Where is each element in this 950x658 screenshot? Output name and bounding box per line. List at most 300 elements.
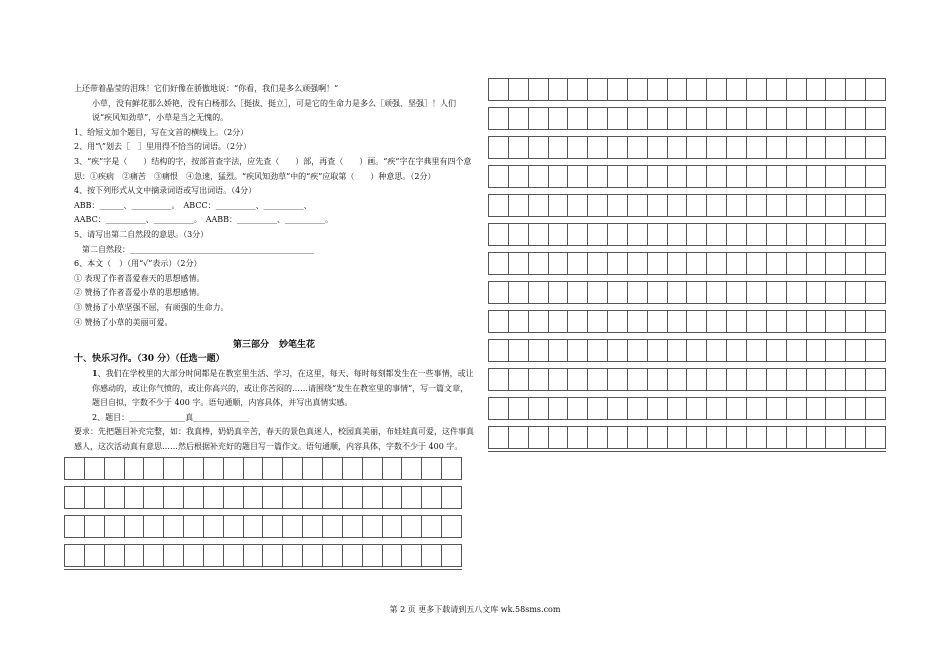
grid-cell[interactable] (587, 137, 607, 158)
grid-cell[interactable] (766, 253, 786, 274)
grid-row[interactable] (488, 281, 886, 304)
grid-cell[interactable] (627, 253, 647, 274)
grid-cell[interactable] (362, 458, 382, 479)
grid-cell[interactable] (667, 311, 687, 332)
grid-cell[interactable] (163, 545, 183, 566)
grid-cell[interactable] (667, 369, 687, 390)
grid-cell[interactable] (488, 427, 508, 448)
grid-cell[interactable] (726, 369, 746, 390)
grid-cell[interactable] (528, 195, 548, 216)
grid-cell[interactable] (806, 340, 826, 361)
grid-cell[interactable] (627, 166, 647, 187)
grid-cell[interactable] (567, 224, 587, 245)
grid-cell[interactable] (686, 195, 706, 216)
grid-cell[interactable] (508, 340, 528, 361)
grid-cell[interactable] (322, 487, 342, 508)
grid-cell[interactable] (686, 340, 706, 361)
grid-cell[interactable] (587, 311, 607, 332)
grid-cell[interactable] (548, 224, 568, 245)
grid-cell[interactable] (706, 108, 726, 129)
grid-cell[interactable] (825, 369, 845, 390)
grid-cell[interactable] (488, 311, 508, 332)
grid-cell[interactable] (706, 340, 726, 361)
grid-cell[interactable] (865, 79, 886, 100)
grid-cell[interactable] (786, 79, 806, 100)
grid-cell[interactable] (488, 369, 508, 390)
grid-cell[interactable] (786, 195, 806, 216)
grid-cell[interactable] (548, 340, 568, 361)
grid-cell[interactable] (786, 137, 806, 158)
grid-cell[interactable] (667, 282, 687, 303)
grid-cell[interactable] (382, 458, 402, 479)
grid-cell[interactable] (548, 311, 568, 332)
grid-cell[interactable] (825, 79, 845, 100)
grid-cell[interactable] (667, 79, 687, 100)
grid-cell[interactable] (528, 79, 548, 100)
grid-cell[interactable] (865, 108, 886, 129)
grid-cell[interactable] (627, 224, 647, 245)
grid-cell[interactable] (746, 398, 766, 419)
grid-cell[interactable] (382, 545, 402, 566)
grid-cell[interactable] (766, 311, 786, 332)
grid-cell[interactable] (647, 398, 667, 419)
grid-cell[interactable] (64, 458, 84, 479)
grid-cell[interactable] (124, 487, 144, 508)
grid-cell[interactable] (726, 427, 746, 448)
grid-row[interactable] (64, 486, 462, 509)
grid-cell[interactable] (706, 166, 726, 187)
grid-cell[interactable] (865, 253, 886, 274)
grid-cell[interactable] (825, 137, 845, 158)
grid-cell[interactable] (84, 487, 104, 508)
grid-cell[interactable] (587, 79, 607, 100)
grid-cell[interactable] (647, 195, 667, 216)
grid-cell[interactable] (647, 108, 667, 129)
grid-cell[interactable] (845, 340, 865, 361)
grid-cell[interactable] (865, 398, 886, 419)
grid-cell[interactable] (567, 398, 587, 419)
grid-cell[interactable] (766, 282, 786, 303)
grid-cell[interactable] (845, 398, 865, 419)
grid-cell[interactable] (567, 369, 587, 390)
grid-cell[interactable] (84, 545, 104, 566)
grid-cell[interactable] (441, 545, 462, 566)
grid-cell[interactable] (865, 137, 886, 158)
grid-cell[interactable] (825, 166, 845, 187)
grid-cell[interactable] (488, 340, 508, 361)
grid-cell[interactable] (726, 340, 746, 361)
grid-cell[interactable] (706, 224, 726, 245)
grid-cell[interactable] (508, 311, 528, 332)
grid-cell[interactable] (548, 108, 568, 129)
grid-row[interactable] (488, 165, 886, 188)
grid-cell[interactable] (746, 282, 766, 303)
grid-cell[interactable] (84, 516, 104, 537)
grid-cell[interactable] (825, 253, 845, 274)
grid-cell[interactable] (382, 516, 402, 537)
grid-cell[interactable] (706, 282, 726, 303)
writing-grid-left[interactable] (64, 455, 464, 575)
grid-cell[interactable] (528, 108, 548, 129)
grid-cell[interactable] (607, 166, 627, 187)
grid-cell[interactable] (488, 398, 508, 419)
grid-cell[interactable] (806, 398, 826, 419)
grid-cell[interactable] (342, 545, 362, 566)
grid-cell[interactable] (647, 369, 667, 390)
grid-cell[interactable] (746, 311, 766, 332)
grid-cell[interactable] (865, 166, 886, 187)
grid-cell[interactable] (262, 458, 282, 479)
grid-cell[interactable] (786, 224, 806, 245)
grid-cell[interactable] (302, 458, 322, 479)
grid-cell[interactable] (508, 79, 528, 100)
grid-cell[interactable] (766, 427, 786, 448)
grid-cell[interactable] (825, 311, 845, 332)
grid-cell[interactable] (587, 195, 607, 216)
grid-cell[interactable] (627, 137, 647, 158)
grid-cell[interactable] (183, 516, 203, 537)
grid-cell[interactable] (706, 137, 726, 158)
grid-cell[interactable] (766, 195, 786, 216)
grid-cell[interactable] (686, 427, 706, 448)
grid-cell[interactable] (243, 487, 263, 508)
grid-cell[interactable] (726, 398, 746, 419)
grid-cell[interactable] (647, 340, 667, 361)
grid-cell[interactable] (786, 166, 806, 187)
grid-cell[interactable] (528, 340, 548, 361)
grid-cell[interactable] (64, 487, 84, 508)
grid-cell[interactable] (528, 369, 548, 390)
grid-cell[interactable] (84, 458, 104, 479)
grid-cell[interactable] (726, 282, 746, 303)
grid-cell[interactable] (845, 108, 865, 129)
grid-cell[interactable] (567, 108, 587, 129)
grid-cell[interactable] (806, 137, 826, 158)
grid-cell[interactable] (488, 166, 508, 187)
grid-cell[interactable] (567, 282, 587, 303)
grid-cell[interactable] (183, 458, 203, 479)
grid-cell[interactable] (786, 108, 806, 129)
grid-cell[interactable] (647, 282, 667, 303)
grid-cell[interactable] (647, 253, 667, 274)
grid-cell[interactable] (627, 369, 647, 390)
grid-cell[interactable] (845, 253, 865, 274)
grid-cell[interactable] (528, 253, 548, 274)
grid-cell[interactable] (528, 137, 548, 158)
grid-cell[interactable] (726, 195, 746, 216)
grid-cell[interactable] (143, 516, 163, 537)
grid-cell[interactable] (64, 545, 84, 566)
grid-cell[interactable] (508, 224, 528, 245)
grid-cell[interactable] (746, 79, 766, 100)
grid-cell[interactable] (223, 516, 243, 537)
grid-cell[interactable] (746, 195, 766, 216)
grid-cell[interactable] (667, 398, 687, 419)
grid-cell[interactable] (686, 166, 706, 187)
grid-cell[interactable] (825, 340, 845, 361)
grid-cell[interactable] (567, 137, 587, 158)
grid-cell[interactable] (587, 224, 607, 245)
grid-cell[interactable] (706, 369, 726, 390)
grid-cell[interactable] (706, 195, 726, 216)
grid-cell[interactable] (587, 253, 607, 274)
grid-cell[interactable] (667, 166, 687, 187)
grid-cell[interactable] (64, 516, 84, 537)
grid-cell[interactable] (686, 253, 706, 274)
grid-cell[interactable] (845, 79, 865, 100)
grid-cell[interactable] (607, 195, 627, 216)
grid-cell[interactable] (243, 458, 263, 479)
grid-cell[interactable] (528, 282, 548, 303)
grid-cell[interactable] (825, 427, 845, 448)
grid-cell[interactable] (786, 427, 806, 448)
grid-cell[interactable] (845, 166, 865, 187)
grid-cell[interactable] (627, 398, 647, 419)
grid-cell[interactable] (806, 224, 826, 245)
grid-cell[interactable] (607, 108, 627, 129)
grid-cell[interactable] (262, 545, 282, 566)
grid-cell[interactable] (528, 166, 548, 187)
grid-cell[interactable] (667, 108, 687, 129)
grid-cell[interactable] (647, 224, 667, 245)
grid-cell[interactable] (508, 137, 528, 158)
grid-cell[interactable] (766, 398, 786, 419)
grid-cell[interactable] (587, 340, 607, 361)
grid-row[interactable] (64, 544, 462, 567)
grid-cell[interactable] (647, 166, 667, 187)
grid-cell[interactable] (865, 282, 886, 303)
grid-cell[interactable] (548, 166, 568, 187)
grid-cell[interactable] (302, 487, 322, 508)
grid-cell[interactable] (528, 427, 548, 448)
grid-cell[interactable] (548, 253, 568, 274)
grid-cell[interactable] (845, 369, 865, 390)
grid-cell[interactable] (865, 195, 886, 216)
grid-cell[interactable] (607, 224, 627, 245)
grid-cell[interactable] (508, 427, 528, 448)
grid-cell[interactable] (567, 166, 587, 187)
grid-cell[interactable] (401, 545, 421, 566)
grid-cell[interactable] (786, 282, 806, 303)
grid-row[interactable] (488, 78, 886, 101)
grid-cell[interactable] (607, 79, 627, 100)
grid-cell[interactable] (806, 311, 826, 332)
grid-cell[interactable] (282, 487, 302, 508)
grid-cell[interactable] (647, 427, 667, 448)
grid-cell[interactable] (607, 311, 627, 332)
grid-cell[interactable] (528, 311, 548, 332)
grid-cell[interactable] (726, 137, 746, 158)
grid-cell[interactable] (607, 369, 627, 390)
grid-cell[interactable] (421, 487, 441, 508)
grid-cell[interactable] (143, 545, 163, 566)
grid-cell[interactable] (686, 398, 706, 419)
grid-cell[interactable] (607, 253, 627, 274)
grid-cell[interactable] (746, 253, 766, 274)
grid-cell[interactable] (786, 398, 806, 419)
grid-cell[interactable] (706, 79, 726, 100)
grid-cell[interactable] (766, 137, 786, 158)
grid-cell[interactable] (243, 545, 263, 566)
grid-cell[interactable] (143, 458, 163, 479)
grid-cell[interactable] (845, 282, 865, 303)
grid-cell[interactable] (806, 108, 826, 129)
grid-cell[interactable] (806, 253, 826, 274)
grid-cell[interactable] (104, 545, 124, 566)
grid-cell[interactable] (766, 79, 786, 100)
grid-cell[interactable] (124, 516, 144, 537)
grid-cell[interactable] (223, 458, 243, 479)
grid-cell[interactable] (806, 79, 826, 100)
grid-cell[interactable] (104, 458, 124, 479)
grid-cell[interactable] (587, 282, 607, 303)
grid-cell[interactable] (421, 545, 441, 566)
grid-cell[interactable] (766, 166, 786, 187)
grid-cell[interactable] (587, 166, 607, 187)
grid-cell[interactable] (845, 427, 865, 448)
grid-cell[interactable] (686, 137, 706, 158)
grid-cell[interactable] (421, 516, 441, 537)
grid-cell[interactable] (766, 108, 786, 129)
grid-cell[interactable] (508, 369, 528, 390)
grid-cell[interactable] (203, 516, 223, 537)
grid-cell[interactable] (845, 137, 865, 158)
grid-cell[interactable] (627, 311, 647, 332)
grid-cell[interactable] (825, 108, 845, 129)
grid-cell[interactable] (262, 487, 282, 508)
grid-cell[interactable] (766, 369, 786, 390)
grid-cell[interactable] (667, 253, 687, 274)
grid-cell[interactable] (441, 487, 462, 508)
grid-cell[interactable] (567, 253, 587, 274)
grid-cell[interactable] (163, 487, 183, 508)
grid-cell[interactable] (786, 340, 806, 361)
grid-cell[interactable] (548, 79, 568, 100)
grid-cell[interactable] (845, 195, 865, 216)
grid-cell[interactable] (302, 516, 322, 537)
grid-cell[interactable] (746, 427, 766, 448)
grid-cell[interactable] (401, 458, 421, 479)
grid-cell[interactable] (746, 369, 766, 390)
grid-cell[interactable] (322, 458, 342, 479)
grid-cell[interactable] (322, 516, 342, 537)
grid-cell[interactable] (567, 340, 587, 361)
grid-cell[interactable] (667, 224, 687, 245)
grid-cell[interactable] (488, 108, 508, 129)
grid-cell[interactable] (786, 253, 806, 274)
grid-cell[interactable] (865, 340, 886, 361)
grid-row[interactable] (488, 426, 886, 449)
grid-cell[interactable] (806, 282, 826, 303)
grid-cell[interactable] (342, 458, 362, 479)
grid-cell[interactable] (488, 137, 508, 158)
grid-cell[interactable] (806, 166, 826, 187)
grid-cell[interactable] (548, 369, 568, 390)
grid-cell[interactable] (401, 487, 421, 508)
grid-cell[interactable] (421, 458, 441, 479)
grid-cell[interactable] (865, 224, 886, 245)
grid-cell[interactable] (647, 311, 667, 332)
grid-cell[interactable] (143, 487, 163, 508)
grid-cell[interactable] (548, 427, 568, 448)
grid-cell[interactable] (567, 427, 587, 448)
grid-cell[interactable] (686, 282, 706, 303)
grid-cell[interactable] (726, 311, 746, 332)
grid-cell[interactable] (726, 108, 746, 129)
grid-cell[interactable] (124, 458, 144, 479)
grid-cell[interactable] (627, 427, 647, 448)
grid-cell[interactable] (746, 224, 766, 245)
grid-cell[interactable] (686, 369, 706, 390)
grid-cell[interactable] (528, 398, 548, 419)
grid-cell[interactable] (865, 311, 886, 332)
grid-cell[interactable] (203, 458, 223, 479)
grid-cell[interactable] (686, 108, 706, 129)
grid-cell[interactable] (627, 282, 647, 303)
grid-cell[interactable] (607, 282, 627, 303)
grid-cell[interactable] (488, 224, 508, 245)
grid-cell[interactable] (488, 79, 508, 100)
grid-cell[interactable] (825, 282, 845, 303)
grid-cell[interactable] (746, 166, 766, 187)
grid-cell[interactable] (627, 340, 647, 361)
grid-cell[interactable] (382, 487, 402, 508)
grid-cell[interactable] (766, 224, 786, 245)
grid-cell[interactable] (282, 458, 302, 479)
grid-cell[interactable] (627, 108, 647, 129)
grid-row[interactable] (488, 368, 886, 391)
grid-cell[interactable] (627, 195, 647, 216)
grid-cell[interactable] (667, 137, 687, 158)
grid-cell[interactable] (766, 340, 786, 361)
grid-cell[interactable] (163, 516, 183, 537)
grid-cell[interactable] (548, 137, 568, 158)
grid-cell[interactable] (488, 253, 508, 274)
grid-cell[interactable] (104, 516, 124, 537)
grid-cell[interactable] (322, 545, 342, 566)
grid-cell[interactable] (124, 545, 144, 566)
grid-cell[interactable] (667, 195, 687, 216)
grid-cell[interactable] (865, 369, 886, 390)
grid-cell[interactable] (647, 137, 667, 158)
grid-cell[interactable] (706, 253, 726, 274)
grid-cell[interactable] (667, 427, 687, 448)
grid-row[interactable] (488, 194, 886, 217)
grid-cell[interactable] (607, 427, 627, 448)
grid-cell[interactable] (441, 516, 462, 537)
grid-cell[interactable] (686, 79, 706, 100)
grid-cell[interactable] (686, 224, 706, 245)
grid-cell[interactable] (647, 79, 667, 100)
grid-cell[interactable] (488, 282, 508, 303)
grid-row[interactable] (488, 310, 886, 333)
grid-cell[interactable] (223, 545, 243, 566)
grid-row[interactable] (488, 397, 886, 420)
grid-cell[interactable] (607, 398, 627, 419)
grid-cell[interactable] (163, 458, 183, 479)
grid-cell[interactable] (746, 340, 766, 361)
grid-cell[interactable] (825, 398, 845, 419)
grid-cell[interactable] (726, 253, 746, 274)
grid-cell[interactable] (508, 253, 528, 274)
grid-cell[interactable] (806, 369, 826, 390)
grid-cell[interactable] (587, 108, 607, 129)
grid-cell[interactable] (825, 224, 845, 245)
grid-cell[interactable] (342, 487, 362, 508)
grid-cell[interactable] (362, 545, 382, 566)
grid-cell[interactable] (607, 137, 627, 158)
grid-cell[interactable] (183, 487, 203, 508)
